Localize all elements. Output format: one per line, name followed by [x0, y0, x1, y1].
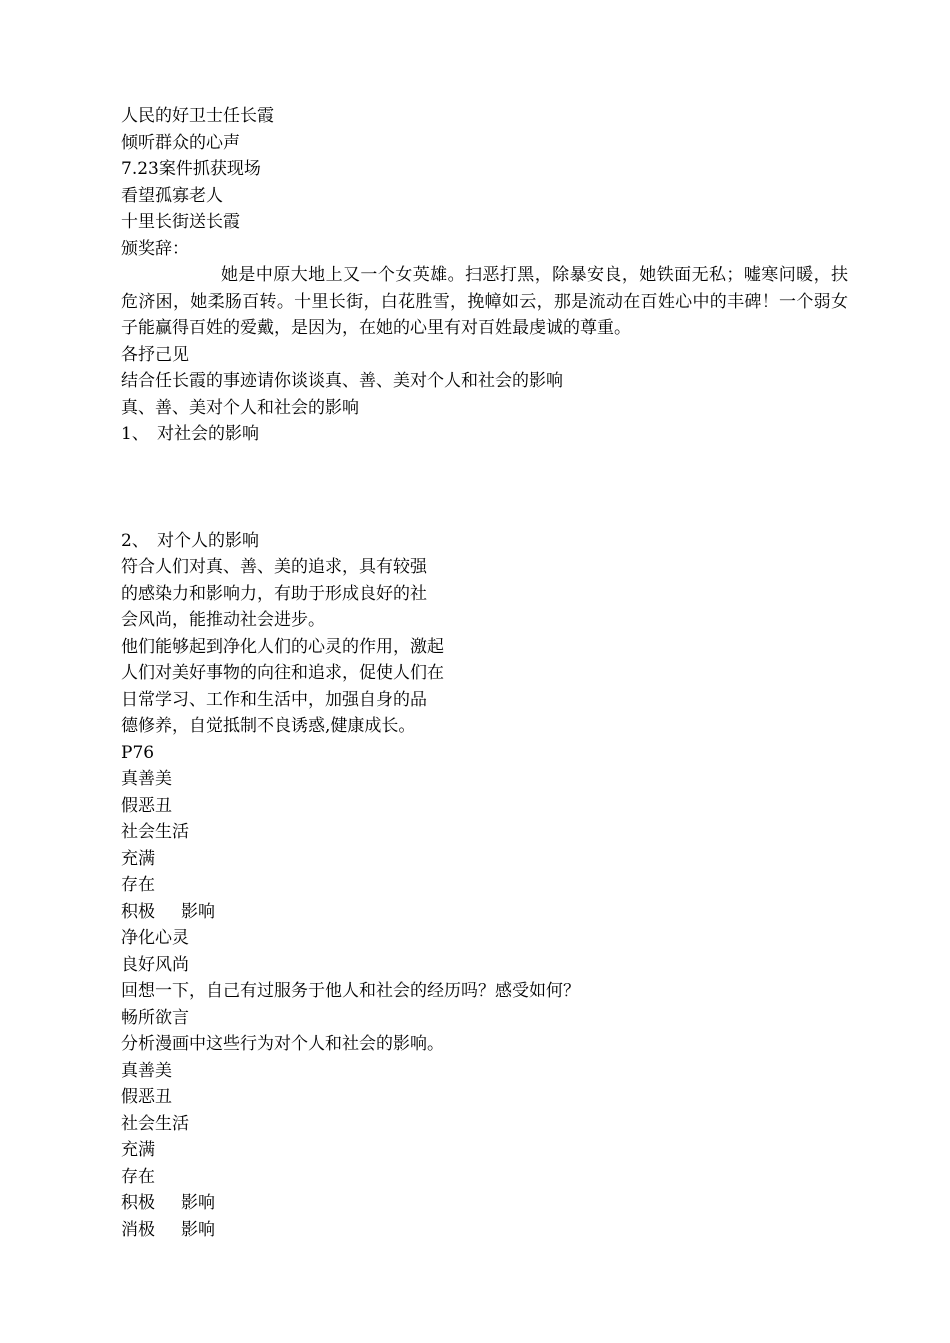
text-line: 的感染力和影响力，有助于形成良好的社	[121, 583, 427, 604]
numbered-item-1	[121, 421, 851, 448]
text-line: 真善美	[121, 1060, 172, 1081]
item-number: 2、	[121, 530, 149, 551]
text-line: 社会生活	[121, 822, 189, 842]
text-line: 假恶丑	[121, 1087, 172, 1107]
text-line: 会风尚，能推动社会进步。	[121, 610, 325, 630]
blank-space	[121, 448, 851, 528]
text-line: 真、善、美对个人和社会的影响	[121, 397, 359, 418]
keyword: 消极	[121, 1219, 155, 1240]
keyword: 积极	[121, 901, 155, 922]
numbered-item-2	[121, 528, 851, 555]
text-line: 符合人们对真、善、美的追求，具有较强	[121, 557, 427, 577]
keyword-pair	[121, 1217, 851, 1244]
text-line: 十里长街送长霞	[121, 212, 240, 232]
text-line: 倾听群众的心声	[121, 132, 240, 153]
text-line: 充满	[121, 1140, 155, 1160]
item-text: 对社会的影响	[157, 424, 259, 444]
question-line: 回想一下，自己有过服务于他人和社会的经历吗？感受如何？	[121, 981, 580, 1001]
text-line: 存在	[121, 875, 155, 895]
page-reference: P76	[121, 742, 155, 763]
keyword: 影响	[181, 1193, 215, 1213]
text-line: 人们对美好事物的向往和追求，促使人们在	[121, 663, 444, 683]
title-line: 人民的好卫士任长霞	[121, 106, 274, 126]
text-line: 畅所欲言	[121, 1007, 189, 1028]
award-heading: 颁奖辞：	[121, 238, 189, 259]
keyword: 积极	[121, 1193, 155, 1213]
text-line: 社会生活	[121, 1113, 189, 1134]
keyword: 影响	[181, 901, 215, 922]
text-line: 结合任长霞的事迹请你谈谈真、善、美对个人和社会的影响	[121, 371, 563, 391]
text-line: 日常学习、工作和生活中，加强自身的品	[121, 689, 427, 710]
text-line: 德修养，自觉抵制不良诱惑,健康成长。	[121, 716, 416, 736]
text-line: 7.23案件抓获现场	[121, 159, 261, 179]
text-line: 充满	[121, 848, 155, 869]
keyword-pair	[121, 899, 851, 926]
text-line: 存在	[121, 1166, 155, 1187]
text-line: 他们能够起到净化人们的心灵的作用，激起	[121, 636, 444, 657]
text-line: 净化心灵	[121, 928, 189, 948]
text-line: 真善美	[121, 769, 172, 789]
item-number: 1、	[121, 424, 149, 444]
keyword: 影响	[181, 1219, 215, 1240]
text-line: 各抒己见	[121, 344, 189, 365]
text-line: 假恶丑	[121, 795, 172, 816]
award-paragraph: 她是中原大地上又一个女英雄。扫恶打黑，除暴安良，她铁面无私；嘘寒问暖，扶危济困，她柔肠百转。十里长街，白花胜雪，挽幛如云，那是流动在百姓心中的丰碑！一个弱女子能赢得百姓的爱戴，是因为，在她的心里有对百姓最虔诚的尊重。	[121, 265, 848, 338]
keyword-pair	[121, 1190, 851, 1217]
document-body	[121, 103, 851, 1243]
text-line: 看望孤寡老人	[121, 185, 223, 206]
text-line: 分析漫画中这些行为对个人和社会的影响。	[121, 1034, 444, 1054]
text-line: 良好风尚	[121, 954, 189, 975]
item-text: 对个人的影响	[157, 530, 259, 551]
